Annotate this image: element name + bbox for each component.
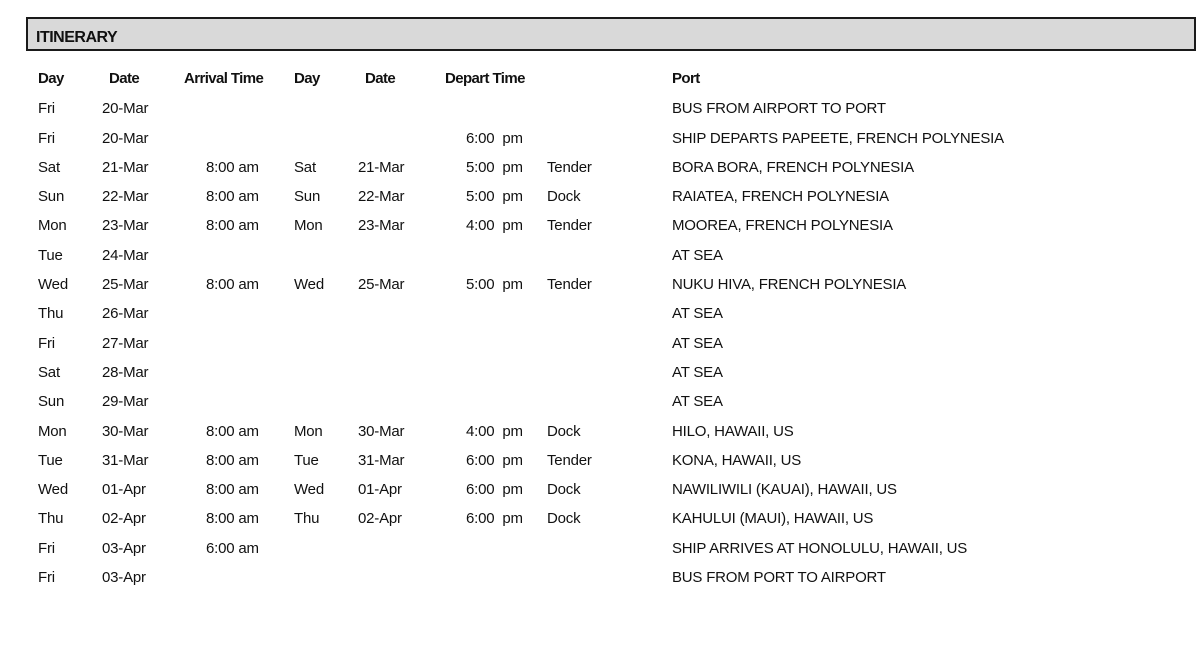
- row-date: 22-Mar: [102, 188, 149, 206]
- row-day: Sun: [38, 393, 65, 411]
- row-port: BORA BORA, FRENCH POLYNESIA: [672, 158, 914, 176]
- row-date: 30-Mar: [102, 422, 149, 440]
- row-day: Fri: [38, 129, 55, 147]
- table-row: [0, 125, 1200, 154]
- row-port: BUS FROM PORT TO AIRPORT: [672, 569, 886, 587]
- row-day: Mon: [38, 422, 67, 440]
- table-body: [0, 95, 1200, 593]
- row-port: AT SEA: [672, 363, 723, 381]
- row-day: Fri: [38, 569, 55, 587]
- header-depart-time: Depart Time: [445, 70, 525, 87]
- row-berth-type: Tender: [547, 451, 592, 469]
- table-row: [0, 388, 1200, 417]
- row-port: SHIP DEPARTS PAPEETE, FRENCH POLYNESIA: [672, 129, 1004, 147]
- row-date: 20-Mar: [102, 129, 149, 147]
- row-depart-date: 02-Apr: [358, 510, 402, 528]
- table-row: [0, 505, 1200, 534]
- table-row: [0, 330, 1200, 359]
- row-day: Sat: [38, 363, 60, 381]
- row-port: NUKU HIVA, FRENCH POLYNESIA: [672, 276, 907, 294]
- row-day: Wed: [38, 481, 68, 499]
- row-date: 03-Apr: [102, 569, 146, 587]
- row-depart-time: 6:00 pm: [466, 481, 523, 499]
- header-port: Port: [672, 70, 700, 87]
- row-depart-day: Tue: [294, 451, 319, 469]
- table-row: [0, 564, 1200, 593]
- row-date: 21-Mar: [102, 158, 149, 176]
- row-date: 24-Mar: [102, 246, 149, 264]
- table-row: [0, 242, 1200, 271]
- row-berth-type: Dock: [547, 510, 581, 528]
- row-berth-type: Tender: [547, 276, 592, 294]
- row-date: 28-Mar: [102, 363, 149, 381]
- row-depart-time: 5:00 pm: [466, 276, 523, 294]
- row-depart-time: 6:00 pm: [466, 510, 523, 528]
- itinerary-title-bar: [26, 17, 1196, 51]
- header-depart-date: Date: [365, 70, 396, 87]
- row-depart-date: 25-Mar: [358, 276, 405, 294]
- row-date: 25-Mar: [102, 276, 149, 294]
- table-row: [0, 300, 1200, 329]
- row-depart-day: Sun: [294, 188, 321, 206]
- row-date: 29-Mar: [102, 393, 149, 411]
- row-port: NAWILIWILI (KAUAI), HAWAII, US: [672, 481, 897, 499]
- row-port: AT SEA: [672, 246, 723, 264]
- table-row: [0, 212, 1200, 241]
- table-row: [0, 359, 1200, 388]
- row-depart-day: Thu: [294, 510, 320, 528]
- row-date: 27-Mar: [102, 334, 149, 352]
- row-day: Fri: [38, 334, 55, 352]
- row-depart-time: 6:00 pm: [466, 451, 523, 469]
- row-depart-day: Mon: [294, 217, 323, 235]
- table-row: [0, 447, 1200, 476]
- row-depart-time: 6:00 pm: [466, 129, 523, 147]
- table-row: [0, 271, 1200, 300]
- row-depart-time: 5:00 pm: [466, 158, 523, 176]
- row-date: 23-Mar: [102, 217, 149, 235]
- row-arrival-time: 8:00 am: [206, 188, 259, 206]
- row-depart-day: Wed: [294, 481, 324, 499]
- row-date: 01-Apr: [102, 481, 146, 499]
- row-depart-day: Sat: [294, 158, 316, 176]
- row-arrival-time: 8:00 am: [206, 158, 259, 176]
- row-arrival-time: 8:00 am: [206, 276, 259, 294]
- row-port: AT SEA: [672, 305, 723, 323]
- row-depart-date: 31-Mar: [358, 451, 405, 469]
- row-day: Tue: [38, 451, 63, 469]
- row-arrival-time: 8:00 am: [206, 217, 259, 235]
- row-port: AT SEA: [672, 393, 723, 411]
- row-date: 02-Apr: [102, 510, 146, 528]
- row-day: Thu: [38, 305, 64, 323]
- row-arrival-time: 8:00 am: [206, 451, 259, 469]
- table-row: [0, 418, 1200, 447]
- row-port: HILO, HAWAII, US: [672, 422, 794, 440]
- header-date: Date: [109, 70, 140, 87]
- row-port: RAIATEA, FRENCH POLYNESIA: [672, 188, 889, 206]
- row-depart-date: 21-Mar: [358, 158, 405, 176]
- row-depart-time: 4:00 pm: [466, 217, 523, 235]
- row-arrival-time: 8:00 am: [206, 422, 259, 440]
- itinerary-table: [0, 66, 1200, 593]
- row-depart-time: 4:00 pm: [466, 422, 523, 440]
- row-date: 03-Apr: [102, 539, 146, 557]
- row-port: BUS FROM AIRPORT TO PORT: [672, 100, 886, 118]
- table-header-row: [0, 66, 1200, 95]
- row-port: AT SEA: [672, 334, 723, 352]
- table-row: [0, 95, 1200, 124]
- row-port: KAHULUI (MAUI), HAWAII, US: [672, 510, 874, 528]
- row-depart-day: Mon: [294, 422, 323, 440]
- row-arrival-time: 8:00 am: [206, 481, 259, 499]
- row-depart-date: 23-Mar: [358, 217, 405, 235]
- table-row: [0, 535, 1200, 564]
- table-row: [0, 154, 1200, 183]
- row-berth-type: Dock: [547, 422, 581, 440]
- row-day: Fri: [38, 539, 55, 557]
- row-berth-type: Tender: [547, 217, 592, 235]
- row-date: 20-Mar: [102, 100, 149, 118]
- table-row: [0, 183, 1200, 212]
- row-day: Mon: [38, 217, 67, 235]
- table-row: [0, 476, 1200, 505]
- header-day: Day: [38, 70, 64, 87]
- row-depart-day: Wed: [294, 276, 324, 294]
- row-day: Sat: [38, 158, 60, 176]
- row-day: Wed: [38, 276, 68, 294]
- header-depart-day: Day: [294, 70, 320, 87]
- row-port: SHIP ARRIVES AT HONOLULU, HAWAII, US: [672, 539, 968, 557]
- row-depart-date: 01-Apr: [358, 481, 402, 499]
- row-berth-type: Dock: [547, 481, 581, 499]
- row-day: Sun: [38, 188, 65, 206]
- row-date: 31-Mar: [102, 451, 149, 469]
- header-arrival-time: Arrival Time: [184, 70, 264, 87]
- row-berth-type: Dock: [547, 188, 581, 206]
- row-arrival-time: 8:00 am: [206, 510, 259, 528]
- row-arrival-time: 6:00 am: [206, 539, 259, 557]
- row-day: Tue: [38, 246, 63, 264]
- row-berth-type: Tender: [547, 158, 592, 176]
- row-depart-time: 5:00 pm: [466, 188, 523, 206]
- row-day: Thu: [38, 510, 64, 528]
- row-depart-date: 30-Mar: [358, 422, 405, 440]
- row-day: Fri: [38, 100, 55, 118]
- itinerary-title: ITINERARY: [36, 29, 118, 46]
- row-port: KONA, HAWAII, US: [672, 451, 802, 469]
- row-port: MOOREA, FRENCH POLYNESIA: [672, 217, 893, 235]
- row-date: 26-Mar: [102, 305, 149, 323]
- row-depart-date: 22-Mar: [358, 188, 405, 206]
